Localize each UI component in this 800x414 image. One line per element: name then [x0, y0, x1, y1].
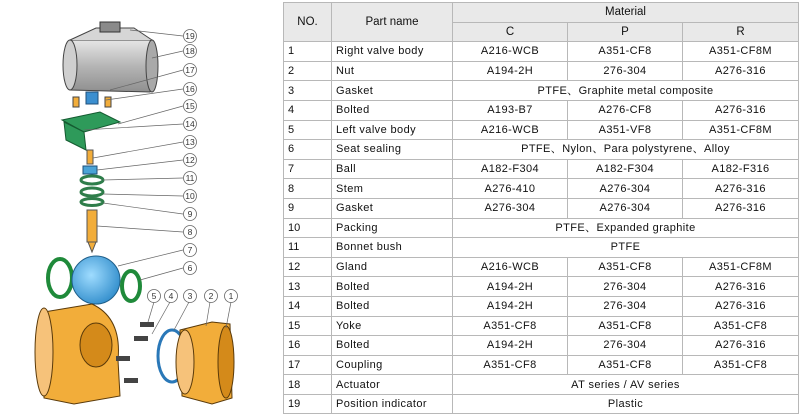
svg-text:14: 14 [185, 119, 195, 129]
svg-text:18: 18 [185, 46, 195, 56]
seat-right [122, 271, 140, 301]
cell-r: A276-316 [683, 336, 799, 356]
cell-span: PTFE [453, 238, 799, 258]
table-row [284, 355, 799, 375]
cell-r: A276-316 [683, 100, 799, 120]
svg-text:1: 1 [228, 291, 234, 301]
callout-13 [184, 136, 197, 149]
cell-name: Bonnet bush [332, 238, 453, 258]
callout-14 [184, 118, 197, 131]
cell-c: A194-2H [453, 61, 568, 81]
cell-name: Actuator [332, 375, 453, 395]
cell-span: PTFE、Graphite metal composite [453, 81, 799, 101]
cell-p: A276-304 [568, 198, 683, 218]
callout-9 [184, 208, 197, 221]
cell-name: Bolted [332, 296, 453, 316]
cell-p: A351-CF8 [568, 355, 683, 375]
cell-r: A276-316 [683, 277, 799, 297]
cell-name: Left valve body [332, 120, 453, 140]
callout-17 [184, 64, 197, 77]
svg-text:9: 9 [187, 209, 193, 219]
svg-text:4: 4 [168, 291, 174, 301]
svg-text:16: 16 [185, 84, 195, 94]
cell-no: 13 [284, 277, 332, 297]
table-row [284, 277, 799, 297]
table-header-row [284, 3, 799, 23]
table-row [284, 336, 799, 356]
callout-6 [184, 262, 197, 275]
table-row [284, 81, 799, 101]
cell-c: A194-2H [453, 277, 568, 297]
cell-name: Bolted [332, 336, 453, 356]
table-row [284, 218, 799, 238]
cell-no: 9 [284, 198, 332, 218]
parts-material-table [283, 2, 799, 414]
cell-name: Gasket [332, 198, 453, 218]
cell-span: PTFE、Expanded graphite [453, 218, 799, 238]
svg-text:15: 15 [185, 101, 195, 111]
cell-no: 12 [284, 257, 332, 277]
callout-2 [205, 290, 218, 303]
cell-no: 17 [284, 355, 332, 375]
cell-r: A351-CF8 [683, 355, 799, 375]
cell-r: A351-CF8 [683, 316, 799, 336]
cell-no: 3 [284, 81, 332, 101]
cell-no: 2 [284, 61, 332, 81]
cell-span: AT series / AV series [453, 375, 799, 395]
table-row [284, 296, 799, 316]
ball [72, 256, 120, 304]
callout-1 [225, 290, 238, 303]
header-grade-p: P [568, 22, 683, 42]
cell-c: A276-410 [453, 179, 568, 199]
callout-19 [184, 30, 197, 43]
seat-left [48, 259, 72, 297]
cell-name: Nut [332, 61, 453, 81]
table-body [284, 42, 799, 414]
header-grade-c: C [453, 22, 568, 42]
right-valve-body [176, 322, 234, 404]
svg-text:19: 19 [185, 31, 195, 41]
callout-8 [184, 226, 197, 239]
cell-c: A216-WCB [453, 42, 568, 62]
cell-no: 7 [284, 159, 332, 179]
callout-15 [184, 100, 197, 113]
svg-text:12: 12 [185, 155, 195, 165]
svg-text:11: 11 [185, 173, 195, 183]
cell-r: A351-CF8M [683, 257, 799, 277]
cell-no: 10 [284, 218, 332, 238]
table-row [284, 375, 799, 395]
header-material: Material [453, 3, 799, 23]
cell-no: 5 [284, 120, 332, 140]
cell-name: Gland [332, 257, 453, 277]
cell-p: A351-CF8 [568, 42, 683, 62]
cell-no: 19 [284, 394, 332, 414]
table-row [284, 316, 799, 336]
callout-12 [184, 154, 197, 167]
cell-p: 276-304 [568, 61, 683, 81]
cell-p: 276-304 [568, 336, 683, 356]
callout-4 [165, 290, 178, 303]
table-row [284, 257, 799, 277]
cell-p: A182-F304 [568, 159, 683, 179]
svg-text:13: 13 [185, 137, 195, 147]
cell-name: Yoke [332, 316, 453, 336]
left-valve-body [35, 304, 120, 404]
exploded-valve-diagram [0, 0, 282, 414]
cell-p: A276-CF8 [568, 100, 683, 120]
cell-c: A216-WCB [453, 257, 568, 277]
cell-c: A193-B7 [453, 100, 568, 120]
cell-p: A351-CF8 [568, 257, 683, 277]
callout-7 [184, 244, 197, 257]
cell-r: A182-F316 [683, 159, 799, 179]
header-no: NO. [284, 3, 332, 42]
cell-name: Stem [332, 179, 453, 199]
cell-no: 1 [284, 42, 332, 62]
cell-c: A194-2H [453, 296, 568, 316]
table-row [284, 120, 799, 140]
cell-no: 18 [284, 375, 332, 395]
cell-r: A276-316 [683, 296, 799, 316]
table-row [284, 394, 799, 414]
callout-18 [184, 45, 197, 58]
cell-c: A216-WCB [453, 120, 568, 140]
table-row [284, 238, 799, 258]
table-row [284, 140, 799, 160]
callout-10 [184, 190, 197, 203]
cell-no: 11 [284, 238, 332, 258]
table-row [284, 159, 799, 179]
cell-r: A276-316 [683, 61, 799, 81]
stem-assembly [81, 150, 103, 252]
callout-labels [148, 30, 238, 303]
svg-text:6: 6 [187, 263, 193, 273]
svg-text:2: 2 [208, 291, 214, 301]
cell-c: A182-F304 [453, 159, 568, 179]
yoke-bracket [62, 112, 120, 150]
cell-span: Plastic [453, 394, 799, 414]
cell-no: 14 [284, 296, 332, 316]
cell-c: A351-CF8 [453, 355, 568, 375]
cell-p: 276-304 [568, 296, 683, 316]
cell-r: A351-CF8M [683, 42, 799, 62]
cell-no: 6 [284, 140, 332, 160]
cell-span: PTFE、Nylon、Para polystyrene、Alloy [453, 140, 799, 160]
cell-p: 276-304 [568, 277, 683, 297]
cell-name: Bolted [332, 277, 453, 297]
cell-no: 15 [284, 316, 332, 336]
table-row [284, 179, 799, 199]
svg-text:10: 10 [185, 191, 195, 201]
cell-name: Packing [332, 218, 453, 238]
cell-name: Ball [332, 159, 453, 179]
cell-p: A276-304 [568, 179, 683, 199]
cell-r: A351-CF8M [683, 120, 799, 140]
cell-name: Bolted [332, 100, 453, 120]
cell-name: Position indicator [332, 394, 453, 414]
cell-name: Gasket [332, 81, 453, 101]
cell-name: Coupling [332, 355, 453, 375]
cell-p: A351-CF8 [568, 316, 683, 336]
cell-p: A351-VF8 [568, 120, 683, 140]
callout-5 [148, 290, 161, 303]
cell-c: A194-2H [453, 336, 568, 356]
header-grade-r: R [683, 22, 799, 42]
svg-text:8: 8 [187, 227, 193, 237]
cell-c: A351-CF8 [453, 316, 568, 336]
table-row [284, 61, 799, 81]
bolts-16-17 [73, 92, 111, 107]
table-row [284, 100, 799, 120]
cell-r: A276-316 [683, 179, 799, 199]
cell-no: 8 [284, 179, 332, 199]
cell-c: A276-304 [453, 198, 568, 218]
cell-no: 16 [284, 336, 332, 356]
svg-text:3: 3 [187, 291, 193, 301]
svg-text:17: 17 [185, 65, 195, 75]
svg-text:7: 7 [187, 245, 193, 255]
svg-text:5: 5 [151, 291, 157, 301]
header-part-name: Part name [332, 3, 453, 42]
table-row [284, 198, 799, 218]
table-row [284, 42, 799, 62]
cell-name: Seat sealing [332, 140, 453, 160]
cell-no: 4 [284, 100, 332, 120]
cell-name: Right valve body [332, 42, 453, 62]
actuator [63, 22, 158, 92]
cell-r: A276-316 [683, 198, 799, 218]
callout-16 [184, 83, 197, 96]
callout-3 [184, 290, 197, 303]
bolts-4 [116, 322, 154, 383]
callout-11 [184, 172, 197, 185]
